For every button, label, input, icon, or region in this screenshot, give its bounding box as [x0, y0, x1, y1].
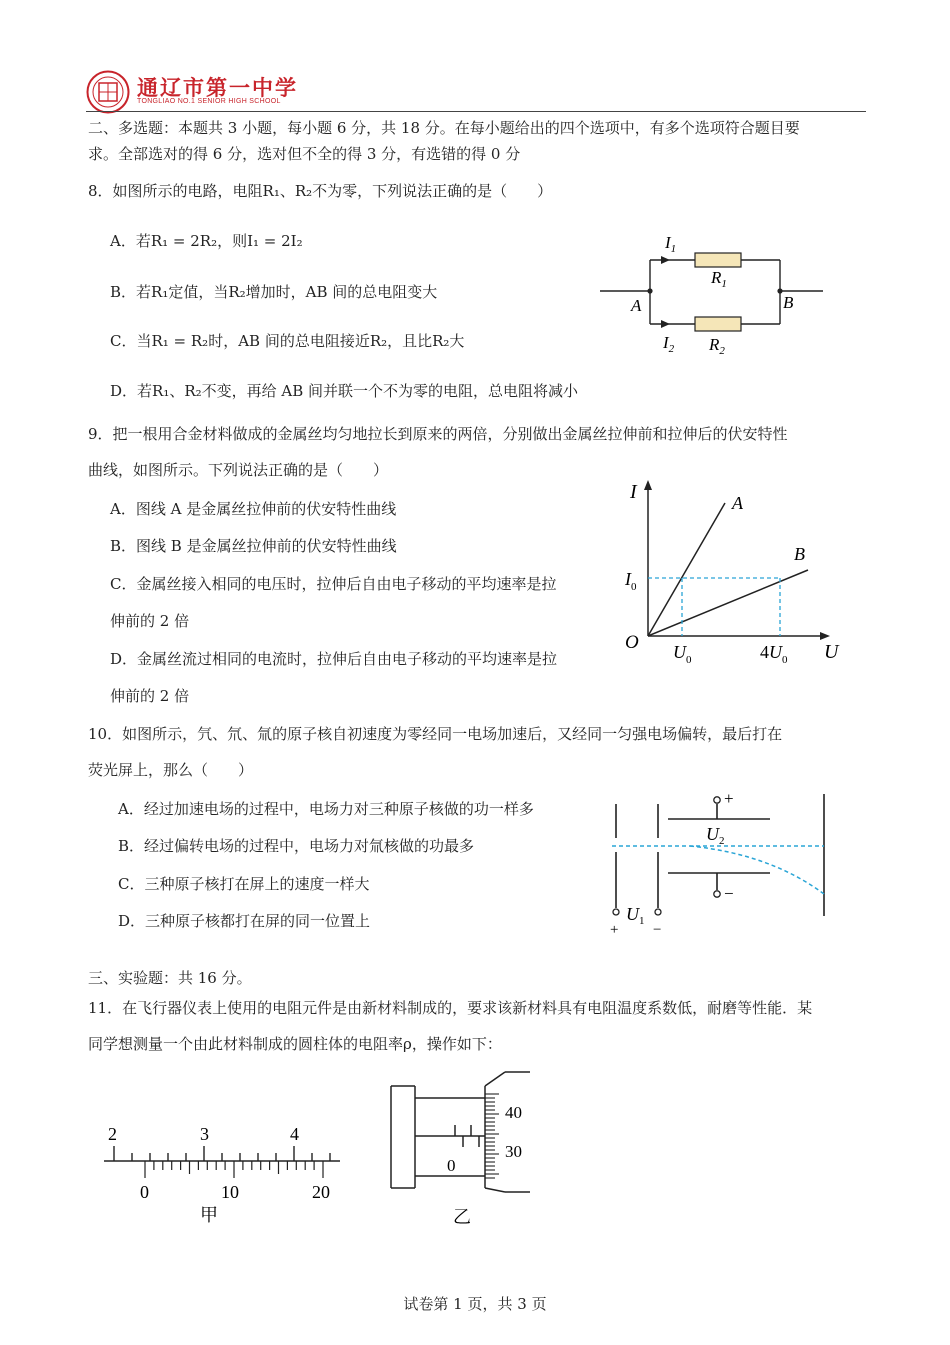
q10-deflection-diagram	[598, 786, 838, 938]
svg-text:30: 30	[505, 1142, 522, 1161]
arrow-i1-icon	[661, 256, 670, 264]
page-footer: 试卷第 1 页，共 3 页	[403, 1295, 547, 1313]
q10-stem-line1: 10．如图所示，氕、氘、氚的原子核自初速度为零经同一电场加速后，又经同一匀强电场偏转，最后打在	[88, 725, 783, 743]
svg-text:I0: $I_0$	[625, 569, 637, 593]
q10-option-d: D．三种原子核都打在屏的同一位置上	[118, 912, 371, 930]
q8-circuit-diagram	[595, 228, 830, 358]
svg-text:U2: $U_2$	[706, 824, 725, 847]
q11-stem-line1: 11．在飞行器仪表上使用的电阻元件是由新材料制成的，要求该新材料具有电阻温度系数低，耐磨等性能．某	[88, 999, 813, 1017]
svg-text:3: 3	[200, 1124, 209, 1144]
section3-title: 三、实验题：共 16 分。	[88, 969, 252, 987]
svg-text:R1: $R_1$	[711, 268, 727, 290]
q9-option-c-line1: C．金属丝接入相同的电压时，拉伸后自由电子移动的平均速率是拉	[110, 575, 557, 593]
q9-stem-line2: 曲线，如图所示。下列说法正确的是（ ）	[88, 461, 389, 479]
node-b-label: B	[783, 293, 794, 312]
line-b	[648, 570, 808, 636]
svg-text:4U0: $4U_0$	[760, 642, 788, 666]
section2-title-line1: 二、多选题：本题共 3 小题，每小题 6 分，共 18 分。在每小题给出的四个选项中，有多个选项符合题目要	[88, 119, 800, 137]
q8-option-c: C．当R₁ = R₂时，AB 间的总电阻接近R₂，且比R₂大	[110, 332, 465, 350]
q8-stem: 8．如图所示的电路，电阻R₁、R₂不为零，下列说法正确的是（ ）	[88, 182, 553, 200]
micrometer-caption: 乙	[453, 1207, 471, 1227]
q11-micrometer	[385, 1068, 535, 1228]
q8-option-d: D．若R₁、R₂不变，再给 AB 间并联一个不为零的电阻，总电阻将减小	[110, 382, 579, 400]
svg-text:U: U	[824, 641, 839, 663]
q9-stem-line1: 9．把一根用合金材料做成的金属丝均匀地拉长到原来的两倍，分别做出金属丝拉伸前和拉伸后的伏安特性	[88, 425, 788, 443]
line-a	[648, 503, 725, 636]
svg-text:U0: $U_0$	[673, 642, 692, 666]
node-a-label: A	[631, 296, 642, 315]
q9-option-d-line1: D．金属丝流过相同的电流时，拉伸后自由电子移动的平均速率是拉	[110, 650, 558, 668]
school-name-en: TONGLIAO NO.1 SENIOR HIGH SCHOOL	[137, 98, 281, 105]
q10-option-a: A．经过加速电场的过程中，电场力对三种原子核做的功一样多	[118, 800, 534, 818]
svg-text:0: 0	[447, 1156, 456, 1175]
svg-text:O: O	[625, 632, 639, 653]
svg-text:B: B	[794, 544, 805, 564]
q9-option-d-line2: 伸前的 2 倍	[110, 687, 190, 705]
svg-text:A: A	[732, 493, 743, 513]
q9-iv-graph	[620, 478, 845, 673]
svg-text:4: 4	[290, 1124, 299, 1144]
svg-text:I2: $I_2$	[663, 333, 675, 355]
school-name-cn: 通辽市第一中学	[137, 76, 298, 100]
school-logo	[86, 70, 130, 114]
section2-title-line2: 求。全部选对的得 6 分，选对但不全的得 3 分，有选错的得 0 分	[88, 145, 521, 163]
svg-text:10: 10	[221, 1182, 239, 1202]
svg-text:2: 2	[108, 1124, 117, 1144]
header-divider	[86, 111, 866, 112]
resistor-r2	[695, 317, 741, 331]
svg-text:I: I	[630, 481, 637, 503]
resistor-r1	[695, 253, 741, 267]
svg-text:−: −	[653, 922, 662, 938]
svg-text:40: 40	[505, 1103, 522, 1122]
svg-text:20: 20	[312, 1182, 330, 1202]
q11-vernier-caliper	[100, 1118, 345, 1228]
q10-stem-line2: 荧光屏上，那么（ ）	[88, 761, 254, 779]
svg-text:I1: $I_1$	[665, 233, 677, 255]
arrow-i2-icon	[661, 320, 670, 328]
q11-stem-line2: 同学想测量一个由此材料制成的圆柱体的电阻率ρ，操作如下：	[88, 1035, 502, 1053]
svg-text:+: +	[724, 789, 734, 808]
svg-text:−: −	[724, 884, 734, 903]
svg-text:R2: $R_2$	[709, 335, 725, 357]
q8-option-b: B．若R₁定值，当R₂增加时，AB 间的总电阻变大	[110, 283, 438, 301]
q9-option-a: A．图线 A 是金属丝拉伸前的伏安特性曲线	[110, 500, 397, 518]
caliper-caption: 甲	[200, 1205, 218, 1225]
svg-text:U1: $U_1$	[626, 904, 645, 927]
q10-option-b: B．经过偏转电场的过程中，电场力对氚核做的功最多	[118, 837, 475, 855]
svg-text:0: 0	[140, 1182, 149, 1202]
q10-option-c: C．三种原子核打在屏上的速度一样大	[118, 875, 370, 893]
svg-text:+: +	[610, 922, 619, 938]
q9-option-c-line2: 伸前的 2 倍	[110, 612, 190, 630]
q9-option-b: B．图线 B 是金属丝拉伸前的伏安特性曲线	[110, 537, 397, 555]
q8-option-a: A．若R₁ = 2R₂，则I₁ = 2I₂	[110, 232, 303, 250]
